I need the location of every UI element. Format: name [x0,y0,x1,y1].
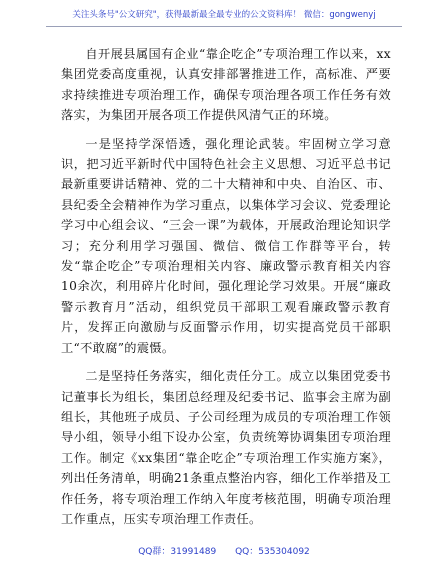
header-banner: 关注头条号"公文研究"，获得最新最全最专业的公文资料库！ 微信：gongwenyj [72,10,376,20]
paragraph-task-implementation: 二是坚持任务落实，细化责任分工。成立以集团党委书记董事长为组长，集团总经理及纪委书记、监事会主席为副组长，其他班子成员、子公司经理为成员的专项治理工作领导小组，领导小组下设办公室，负责统筹协调集团专项治理工作。制定《xx集团“靠企吃企”专项治理工作实施方案》，列出任务清单，明确21条重点整治内容，细化工作举措及工作任务，将专项治理工作纳入年度考核范围，明确专项治理工作重点，压实专项治理工作责任。 [61,369,391,526]
document-body [61,44,391,537]
paragraph-intro: 自开展县属国有企业“靠企吃企”专项治理工作以来，xx集团党委高度重视，认真安排部署推进工作，高标准、严要求持续推进专项治理工作，确保专项治理各项工作任务有效落实，为集团开展各项工作提供风清气正的环境。 [61,47,391,123]
footer-contact [0,544,448,557]
footer-qq-group: QQ群：31991489 [138,547,217,557]
paragraph-theory-study: 一是坚持学深悟透，强化理论武装。牢固树立学习意识，把习近平新时代中国特色社会主义思想、习近平总书记最新重要讲话精神、党的二十大精神和中央、自治区、市、县纪委全会精神作为学习重点，以集体学习会议、党委理论学习中心组会议、“三会一课”为载体，开展政治理论知识学习；充分利用学习强国、微信、微信工作群等平台，转发“靠企吃企”专项治理相关内容、廉政警示教育相关内容10余次，利用碎片化时间，强化理论学习效果。开展“廉政警示教育月”活动，组织党员干部职工观看廉政警示教育片，发挥正向激励与反面警示作用，切实提高党员干部职工“不敢腐”的震慑。 [61,136,391,355]
header-divider [46,26,402,27]
footer-qq: QQ：535304092 [235,547,310,557]
